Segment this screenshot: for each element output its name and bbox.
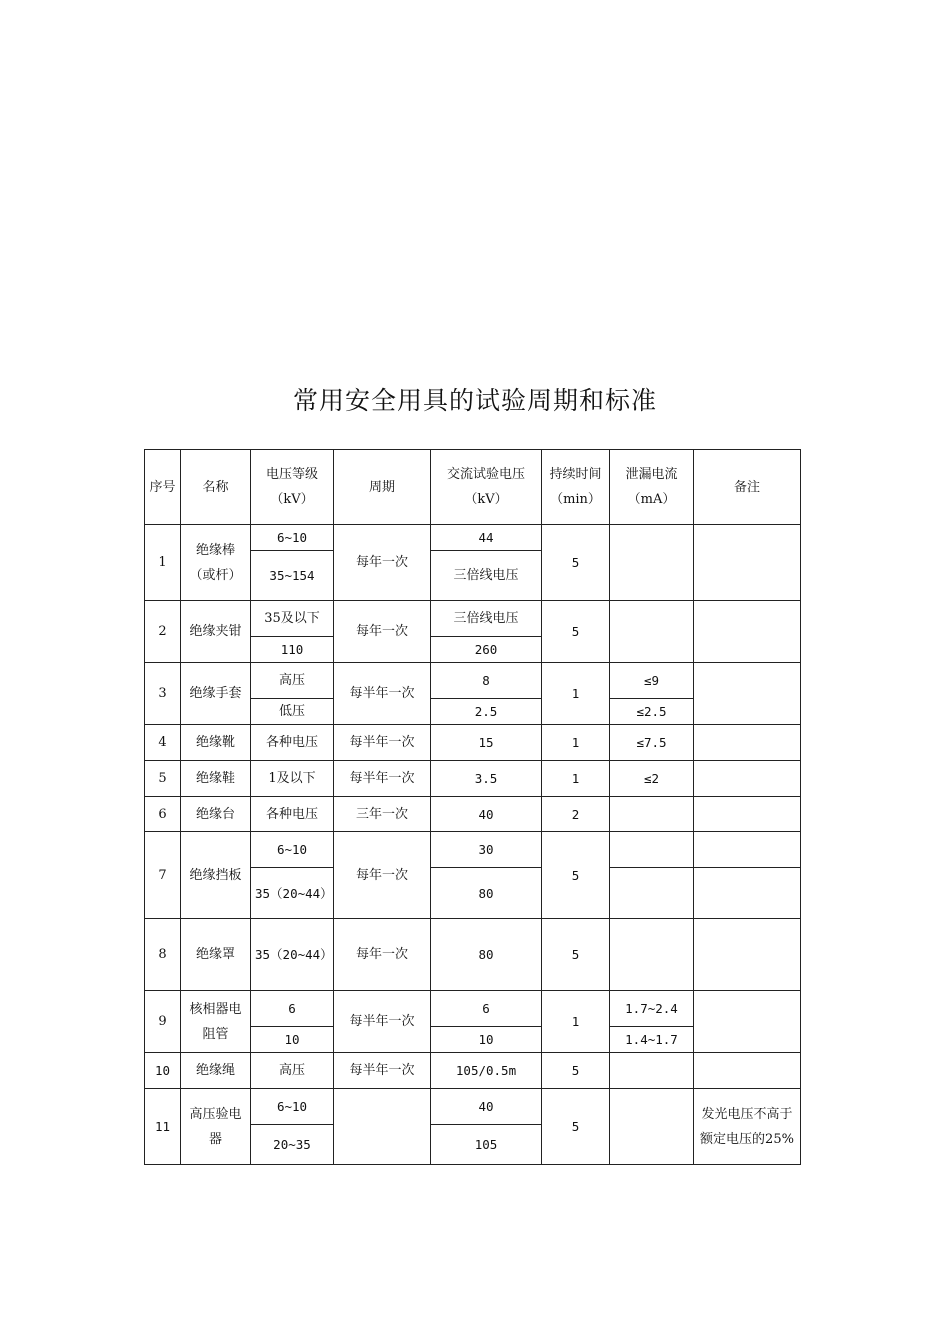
header-seq: 序号: [145, 450, 181, 525]
cell-test-voltage: 44: [431, 525, 542, 551]
cell-remark: [694, 761, 801, 797]
cell-name: 绝缘台: [181, 797, 251, 832]
cell-voltage: 6~10: [251, 525, 334, 551]
cell-remark: [694, 991, 801, 1053]
cell-period: 每半年一次: [334, 1053, 431, 1089]
cell-name: 绝缘棒（或杆）: [181, 525, 251, 601]
cell-name: 高压验电器: [181, 1089, 251, 1165]
table-row: [145, 797, 801, 832]
cell-test-voltage: 10: [431, 1027, 542, 1053]
cell-voltage: 35~154: [251, 551, 334, 601]
cell-test-voltage: 3.5: [431, 761, 542, 797]
cell-name: 核相器电阻管: [181, 991, 251, 1053]
cell-seq: 10: [145, 1053, 181, 1089]
cell-voltage: 10: [251, 1027, 334, 1053]
cell-seq: 6: [145, 797, 181, 832]
cell-period: 三年一次: [334, 797, 431, 832]
cell-test-voltage: 260: [431, 637, 542, 663]
header-period: 周期: [334, 450, 431, 525]
cell-remark: [694, 919, 801, 991]
safety-tool-test-table: [144, 449, 801, 1165]
cell-duration: 1: [542, 663, 610, 725]
cell-voltage: 6: [251, 991, 334, 1027]
header-duration: 持续时间（min）: [542, 450, 610, 525]
cell-voltage: 高压: [251, 663, 334, 699]
cell-duration: 5: [542, 1089, 610, 1165]
cell-leakage: [610, 832, 694, 868]
table-row: [145, 761, 801, 797]
table-row: [145, 832, 801, 868]
cell-duration: 5: [542, 832, 610, 919]
cell-name: 绝缘挡板: [181, 832, 251, 919]
cell-duration: 5: [542, 601, 610, 663]
cell-remark: [694, 525, 801, 601]
cell-test-voltage: 8: [431, 663, 542, 699]
cell-seq: 1: [145, 525, 181, 601]
cell-leakage: [610, 601, 694, 663]
cell-duration: 2: [542, 797, 610, 832]
cell-remark: [694, 832, 801, 868]
cell-test-voltage: 105: [431, 1125, 542, 1165]
cell-leakage: 1.4~1.7: [610, 1027, 694, 1053]
cell-period: 每半年一次: [334, 761, 431, 797]
cell-seq: 9: [145, 991, 181, 1053]
cell-leakage: ≤2: [610, 761, 694, 797]
cell-leakage: [610, 1089, 694, 1165]
table-row: [145, 525, 801, 551]
header-voltage-level: 电压等级（kV）: [251, 450, 334, 525]
cell-duration: 1: [542, 725, 610, 761]
cell-remark: [694, 868, 801, 919]
cell-duration: 5: [542, 919, 610, 991]
cell-remark: 发光电压不高于额定电压的25%: [694, 1089, 801, 1165]
cell-seq: 7: [145, 832, 181, 919]
table-row: [145, 725, 801, 761]
cell-duration: 1: [542, 761, 610, 797]
cell-voltage: 110: [251, 637, 334, 663]
cell-name: 绝缘鞋: [181, 761, 251, 797]
cell-period: 每年一次: [334, 525, 431, 601]
header-ac-test-voltage: 交流试验电压（kV）: [431, 450, 542, 525]
cell-seq: 5: [145, 761, 181, 797]
cell-name: 绝缘夹钳: [181, 601, 251, 663]
cell-leakage: [610, 525, 694, 601]
cell-leakage: [610, 868, 694, 919]
cell-test-voltage: 80: [431, 868, 542, 919]
cell-name: 绝缘绳: [181, 1053, 251, 1089]
table-row: [145, 1089, 801, 1125]
cell-test-voltage: 三倍线电压: [431, 551, 542, 601]
cell-seq: 3: [145, 663, 181, 725]
cell-duration: 1: [542, 991, 610, 1053]
header-remark: 备注: [694, 450, 801, 525]
cell-voltage: 6~10: [251, 1089, 334, 1125]
cell-voltage: 低压: [251, 699, 334, 725]
cell-seq: 11: [145, 1089, 181, 1165]
cell-period: 每年一次: [334, 601, 431, 663]
cell-duration: 5: [542, 1053, 610, 1089]
cell-period: [334, 1089, 431, 1165]
cell-voltage: 35及以下: [251, 601, 334, 637]
cell-period: 每半年一次: [334, 663, 431, 725]
cell-seq: 8: [145, 919, 181, 991]
table-row: [145, 601, 801, 637]
cell-test-voltage: 三倍线电压: [431, 601, 542, 637]
table-row: [145, 663, 801, 699]
header-leakage: 泄漏电流（mA）: [610, 450, 694, 525]
cell-voltage: 各种电压: [251, 725, 334, 761]
cell-voltage: 各种电压: [251, 797, 334, 832]
cell-leakage: ≤2.5: [610, 699, 694, 725]
cell-seq: 4: [145, 725, 181, 761]
cell-voltage: 1及以下: [251, 761, 334, 797]
cell-test-voltage: 80: [431, 919, 542, 991]
cell-leakage: ≤9: [610, 663, 694, 699]
table-row: [145, 919, 801, 991]
page-title: 常用安全用具的试验周期和标准: [292, 386, 657, 415]
cell-name: 绝缘靴: [181, 725, 251, 761]
cell-test-voltage: 6: [431, 991, 542, 1027]
header-name: 名称: [181, 450, 251, 525]
cell-test-voltage: 40: [431, 1089, 542, 1125]
cell-leakage: 1.7~2.4: [610, 991, 694, 1027]
cell-remark: [694, 797, 801, 832]
cell-duration: 5: [542, 525, 610, 601]
cell-period: 每半年一次: [334, 725, 431, 761]
cell-period: 每年一次: [334, 832, 431, 919]
cell-test-voltage: 15: [431, 725, 542, 761]
cell-remark: [694, 725, 801, 761]
cell-voltage: 高压: [251, 1053, 334, 1089]
cell-voltage: 20~35: [251, 1125, 334, 1165]
cell-test-voltage: 30: [431, 832, 542, 868]
cell-remark: [694, 1053, 801, 1089]
cell-leakage: [610, 797, 694, 832]
cell-remark: [694, 601, 801, 663]
cell-leakage: [610, 1053, 694, 1089]
cell-leakage: [610, 919, 694, 991]
cell-leakage: ≤7.5: [610, 725, 694, 761]
cell-voltage: 35（20~44）: [251, 868, 334, 919]
cell-test-voltage: 2.5: [431, 699, 542, 725]
cell-voltage: 35（20~44）: [251, 919, 334, 991]
table-row: [145, 1053, 801, 1089]
cell-name: 绝缘手套: [181, 663, 251, 725]
cell-period: 每年一次: [334, 919, 431, 991]
cell-period: 每半年一次: [334, 991, 431, 1053]
table-row: [145, 991, 801, 1027]
cell-voltage: 6~10: [251, 832, 334, 868]
cell-remark: [694, 663, 801, 725]
cell-test-voltage: 40: [431, 797, 542, 832]
cell-name: 绝缘罩: [181, 919, 251, 991]
table-header-row: [145, 450, 801, 525]
cell-seq: 2: [145, 601, 181, 663]
cell-test-voltage: 105/0.5m: [431, 1053, 542, 1089]
